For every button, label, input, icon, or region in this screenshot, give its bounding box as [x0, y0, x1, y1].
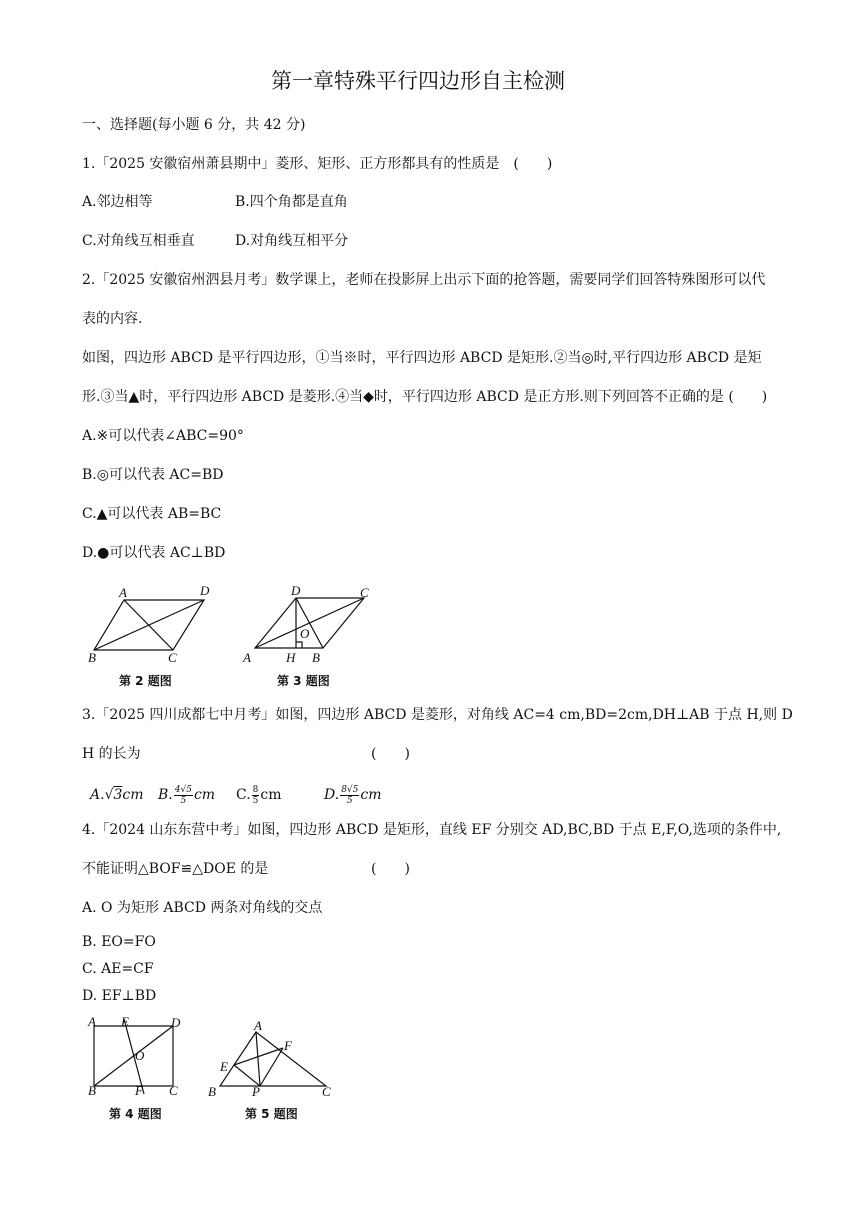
q1-option-d: D.对角线互相平分: [235, 233, 349, 249]
fig4-label-a: A: [88, 1014, 96, 1029]
q4-option-d: D. EF⊥BD: [82, 988, 157, 1004]
figure-4-rectangle: [85, 1014, 195, 1124]
q3-option-d-denominator: 5: [346, 795, 353, 806]
fig4-label-f: F: [135, 1083, 143, 1098]
fig5-label-c: C: [322, 1084, 331, 1099]
q3-option-c-prefix: C.: [236, 787, 251, 803]
q3-option-c-denominator: 5: [252, 795, 259, 806]
q2-option-b: B.◎可以代表 AC=BD: [82, 467, 224, 483]
q2-stem-line3: 如图，四边形 ABCD 是平行四边形，①当※时，平行四边形 ABCD 是矩形.②当◎时,平行四边形 ABCD 是矩: [82, 350, 762, 366]
q3-option-b-denominator: 5: [180, 795, 187, 806]
q3-option-c: [236, 781, 282, 809]
q3-option-d-prefix: D.: [324, 787, 340, 803]
fig4-label-c: C: [169, 1083, 178, 1098]
q3-option-d: [324, 781, 382, 809]
fig3-label-h: H: [286, 650, 296, 665]
q4-stem-line1: 4.「2024 山东东营中考」如图，四边形 ABCD 是矩形，直线 EF 分别交 AD,BC,BD 于点 E,F,O,选项的条件中,: [82, 822, 782, 838]
q2-option-c: C.▲可以代表 AB=BC: [82, 506, 222, 522]
fig4-label-o: O: [135, 1048, 145, 1063]
fig5-line-ep: [234, 1065, 260, 1086]
fig5-label-a: A: [254, 1018, 262, 1033]
fig4-label-b: B: [88, 1083, 96, 1098]
q3-option-d-fraction: [340, 785, 359, 806]
fig2-diagonal-bd: [94, 600, 204, 650]
q4-stem-line2: 不能证明△BOF≌△DOE 的是: [82, 861, 269, 877]
q4-option-c: C. AE=CF: [82, 961, 154, 977]
fig5-label-p: P: [252, 1084, 260, 1099]
fig5-triangle: [220, 1032, 326, 1086]
fig5-line-fp: [260, 1048, 283, 1086]
q1-option-a: A.邻边相等: [82, 194, 153, 210]
fig2-label-a: A: [119, 585, 127, 600]
figure-3-rhombus: [237, 580, 377, 690]
fig3-label-d: D: [291, 583, 301, 598]
q3-option-b-unit: cm: [193, 787, 216, 803]
q2-stem-line1: 2.「2025 安徽宿州泗县月考」数学课上，老师在投影屏上出示下面的抢答题，需要同学们回答特殊图形可以代: [82, 272, 766, 288]
q3-option-b-numerator: 4√5: [174, 784, 192, 795]
q3-option-c-unit: cm: [260, 787, 282, 803]
figure-5-triangle: [206, 1014, 336, 1124]
fig5-label-b: B: [208, 1084, 216, 1099]
fig3-right-angle-mark: [296, 642, 302, 648]
fig5-caption: 第 5 题图: [245, 1107, 298, 1121]
figure-2-parallelogram: [85, 580, 215, 690]
q4-paren: ( ): [371, 861, 410, 877]
fig5-line-ap: [256, 1032, 260, 1086]
fig3-label-o: O: [300, 626, 310, 641]
q3-option-b: [158, 781, 215, 809]
fig4-caption: 第 4 题图: [109, 1107, 162, 1121]
q3-option-d-unit: cm: [360, 787, 382, 803]
fig2-label-b: B: [88, 650, 96, 665]
fig5-label-f: F: [284, 1038, 292, 1053]
q1-option-c: C.对角线互相垂直: [82, 233, 195, 249]
q2-option-a: A.※可以代表∠ABC=90°: [82, 428, 244, 444]
fig3-label-c: C: [360, 585, 369, 600]
q3-option-a-radicand: 3: [113, 787, 123, 803]
q3-stem-line1: 3.「2025 四川成都七中月考」如图，四边形 ABCD 是菱形，对角线 AC=4 cm,BD=2cm,DH⊥AB 于点 H,则 D: [82, 707, 793, 723]
q3-option-d-numerator: 8√5: [341, 784, 359, 795]
fig2-caption: 第 2 题图: [119, 674, 172, 688]
q4-option-b: B. EO=FO: [82, 934, 156, 950]
fig3-caption: 第 3 题图: [277, 674, 330, 688]
q2-stem-line4: 形.③当▲时，平行四边形 ABCD 是菱形.④当◆时，平行四边形 ABCD 是正方形.则下列回答不正确的是 ( ): [82, 389, 768, 405]
q1-option-b: B.四个角都是直角: [235, 194, 348, 210]
q3-option-a-prefix: A.: [90, 787, 105, 803]
section-heading: 一、选择题(每小题 6 分，共 42 分): [82, 117, 306, 133]
sqrt-symbol-icon: √: [104, 787, 114, 803]
q3-stem-line2: H 的长为: [82, 746, 141, 762]
fig4-label-e: E: [121, 1014, 129, 1029]
q2-option-d: D.●可以代表 AC⊥BD: [82, 545, 226, 561]
q3-option-a: [90, 786, 144, 804]
q2-stem-line2: 表的内容.: [82, 311, 143, 327]
fig5-label-e: E: [220, 1059, 228, 1074]
q3-option-a-unit: cm: [122, 787, 144, 803]
fig4-label-d: D: [171, 1015, 181, 1030]
q1-stem: 1.「2025 安徽宿州萧县期中」菱形、矩形、正方形都具有的性质是 ( ): [82, 156, 553, 172]
fig2-label-d: D: [200, 583, 210, 598]
q3-option-c-fraction: [252, 785, 260, 806]
q3-paren: ( ): [371, 746, 410, 762]
fig3-label-a: A: [243, 650, 251, 665]
q4-option-a: A. O 为矩形 ABCD 两条对角线的交点: [82, 900, 323, 916]
fig3-label-b: B: [312, 650, 320, 665]
q3-option-b-prefix: B.: [158, 787, 173, 803]
page-title: 第一章特殊平行四边形自主检测: [271, 69, 565, 93]
q3-option-b-fraction: [174, 785, 193, 806]
fig2-label-c: C: [168, 650, 177, 665]
q3-option-c-numerator: 8: [252, 784, 259, 795]
